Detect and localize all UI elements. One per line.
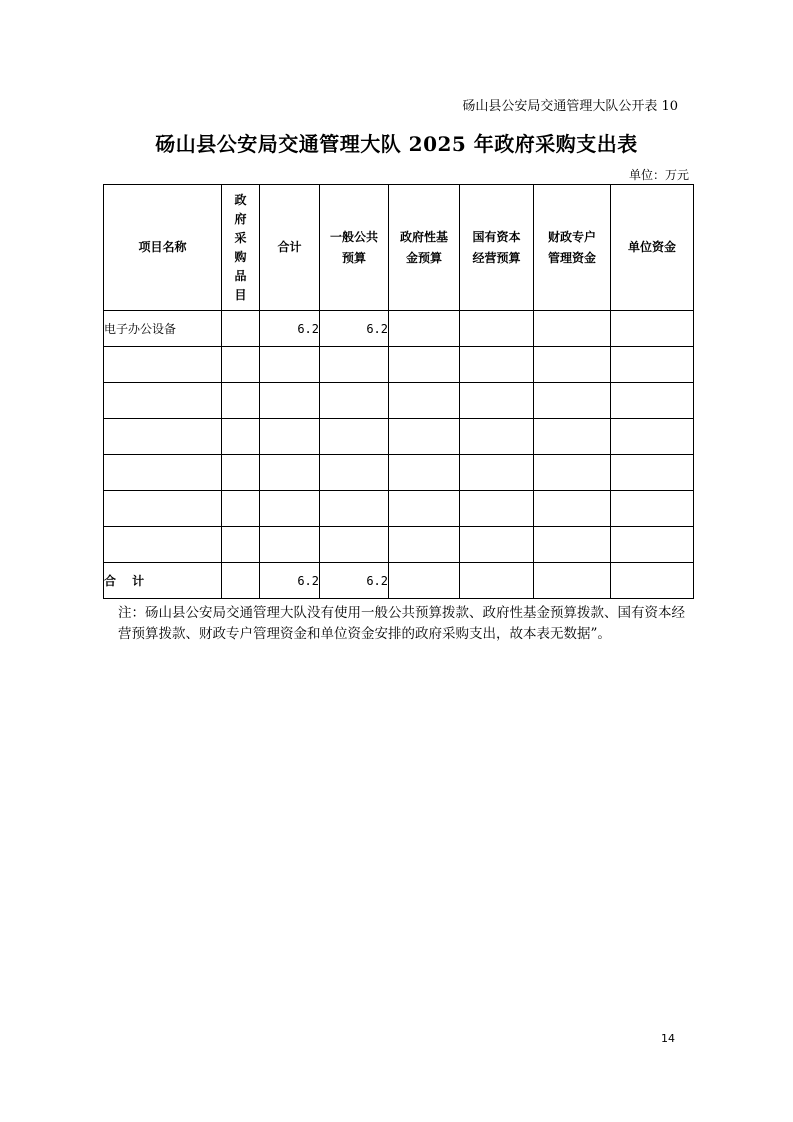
- cell-total: [260, 527, 320, 563]
- form-number: 砀山县公安局交通管理大队公开表 10: [462, 99, 678, 114]
- cell-unit-funds: [611, 311, 694, 347]
- cell-procurement-item: [222, 419, 260, 455]
- cell-unit-funds: [611, 455, 694, 491]
- total-label: 合 计: [104, 563, 222, 599]
- procurement-table: [103, 184, 694, 599]
- cell-procurement-item: [222, 527, 260, 563]
- table-row: [104, 491, 694, 527]
- cell-unit-funds: [611, 383, 694, 419]
- cell-unit-funds: [611, 491, 694, 527]
- cell-total: [260, 491, 320, 527]
- total-gov-fund-budget: [389, 563, 460, 599]
- cell-gov-fund-budget: [389, 491, 460, 527]
- cell-unit-funds: [611, 527, 694, 563]
- cell-gov-fund-budget: [389, 311, 460, 347]
- cell-gov-fund-budget: [389, 527, 460, 563]
- cell-procurement-item: [222, 455, 260, 491]
- col-header-gov-fund-budget: 政府性基 金预算: [389, 185, 460, 311]
- cell-state-capital-budget: [460, 527, 534, 563]
- table-header-row: [104, 185, 694, 311]
- table-row: [104, 419, 694, 455]
- cell-general-budget: [320, 527, 389, 563]
- cell-special-account-funds: [534, 419, 611, 455]
- table-row: [104, 527, 694, 563]
- cell-general-budget: [320, 347, 389, 383]
- cell-special-account-funds: [534, 347, 611, 383]
- cell-total: [260, 383, 320, 419]
- cell-total: [260, 347, 320, 383]
- table-row: [104, 383, 694, 419]
- cell-unit-funds: [611, 419, 694, 455]
- cell-procurement-item: [222, 491, 260, 527]
- cell-project-name: 电子办公设备: [104, 311, 222, 347]
- col-header-general-budget: 一般公共 预算: [320, 185, 389, 311]
- col-header-total: 合计: [260, 185, 320, 311]
- cell-special-account-funds: [534, 527, 611, 563]
- cell-general-budget: [320, 491, 389, 527]
- cell-unit-funds: [611, 347, 694, 383]
- total-state-capital-budget: [460, 563, 534, 599]
- total-row: [104, 563, 694, 599]
- total-general-budget: 6.2: [320, 563, 389, 599]
- cell-project-name: [104, 347, 222, 383]
- col-header-project-name: 项目名称: [104, 185, 222, 311]
- cell-project-name: [104, 419, 222, 455]
- cell-state-capital-budget: [460, 419, 534, 455]
- cell-special-account-funds: [534, 491, 611, 527]
- cell-total: [260, 455, 320, 491]
- total-sum: 6.2: [260, 563, 320, 599]
- cell-gov-fund-budget: [389, 347, 460, 383]
- table-row: [104, 455, 694, 491]
- footnote: 注：砀山县公安局交通管理大队没有使用一般公共预算拨款、政府性基金预算拨款、国有资本经营预算拨款、财政专户管理资金和单位资金安排的政府采购支出，故本表无数据”。: [118, 605, 685, 642]
- cell-special-account-funds: [534, 311, 611, 347]
- cell-gov-fund-budget: [389, 455, 460, 491]
- table-row: [104, 311, 694, 347]
- cell-procurement-item: [222, 383, 260, 419]
- cell-state-capital-budget: [460, 347, 534, 383]
- cell-project-name: [104, 455, 222, 491]
- cell-gov-fund-budget: [389, 383, 460, 419]
- table-row: [104, 347, 694, 383]
- cell-state-capital-budget: [460, 311, 534, 347]
- cell-state-capital-budget: [460, 455, 534, 491]
- cell-procurement-item: [222, 311, 260, 347]
- page-title: 砀山县公安局交通管理大队 2025 年政府采购支出表: [155, 132, 638, 156]
- cell-procurement-item: [222, 347, 260, 383]
- col-header-procurement-item: 政 府 采 购 品 目: [222, 185, 260, 311]
- cell-general-budget: [320, 383, 389, 419]
- col-header-state-capital-budget: 国有资本 经营预算: [460, 185, 534, 311]
- unit-label: 单位：万元: [628, 168, 689, 182]
- cell-state-capital-budget: [460, 491, 534, 527]
- cell-total: 6.2: [260, 311, 320, 347]
- cell-general-budget: [320, 455, 389, 491]
- col-header-unit-funds: 单位资金: [611, 185, 694, 311]
- cell-general-budget: 6.2: [320, 311, 389, 347]
- cell-special-account-funds: [534, 383, 611, 419]
- cell-project-name: [104, 527, 222, 563]
- total-special-account-funds: [534, 563, 611, 599]
- cell-project-name: [104, 491, 222, 527]
- cell-gov-fund-budget: [389, 419, 460, 455]
- cell-total: [260, 419, 320, 455]
- total-procurement-item: [222, 563, 260, 599]
- cell-general-budget: [320, 419, 389, 455]
- col-header-special-account-funds: 财政专户 管理资金: [534, 185, 611, 311]
- total-unit-funds: [611, 563, 694, 599]
- cell-special-account-funds: [534, 455, 611, 491]
- cell-state-capital-budget: [460, 383, 534, 419]
- cell-project-name: [104, 383, 222, 419]
- page-number: 14: [661, 1032, 675, 1045]
